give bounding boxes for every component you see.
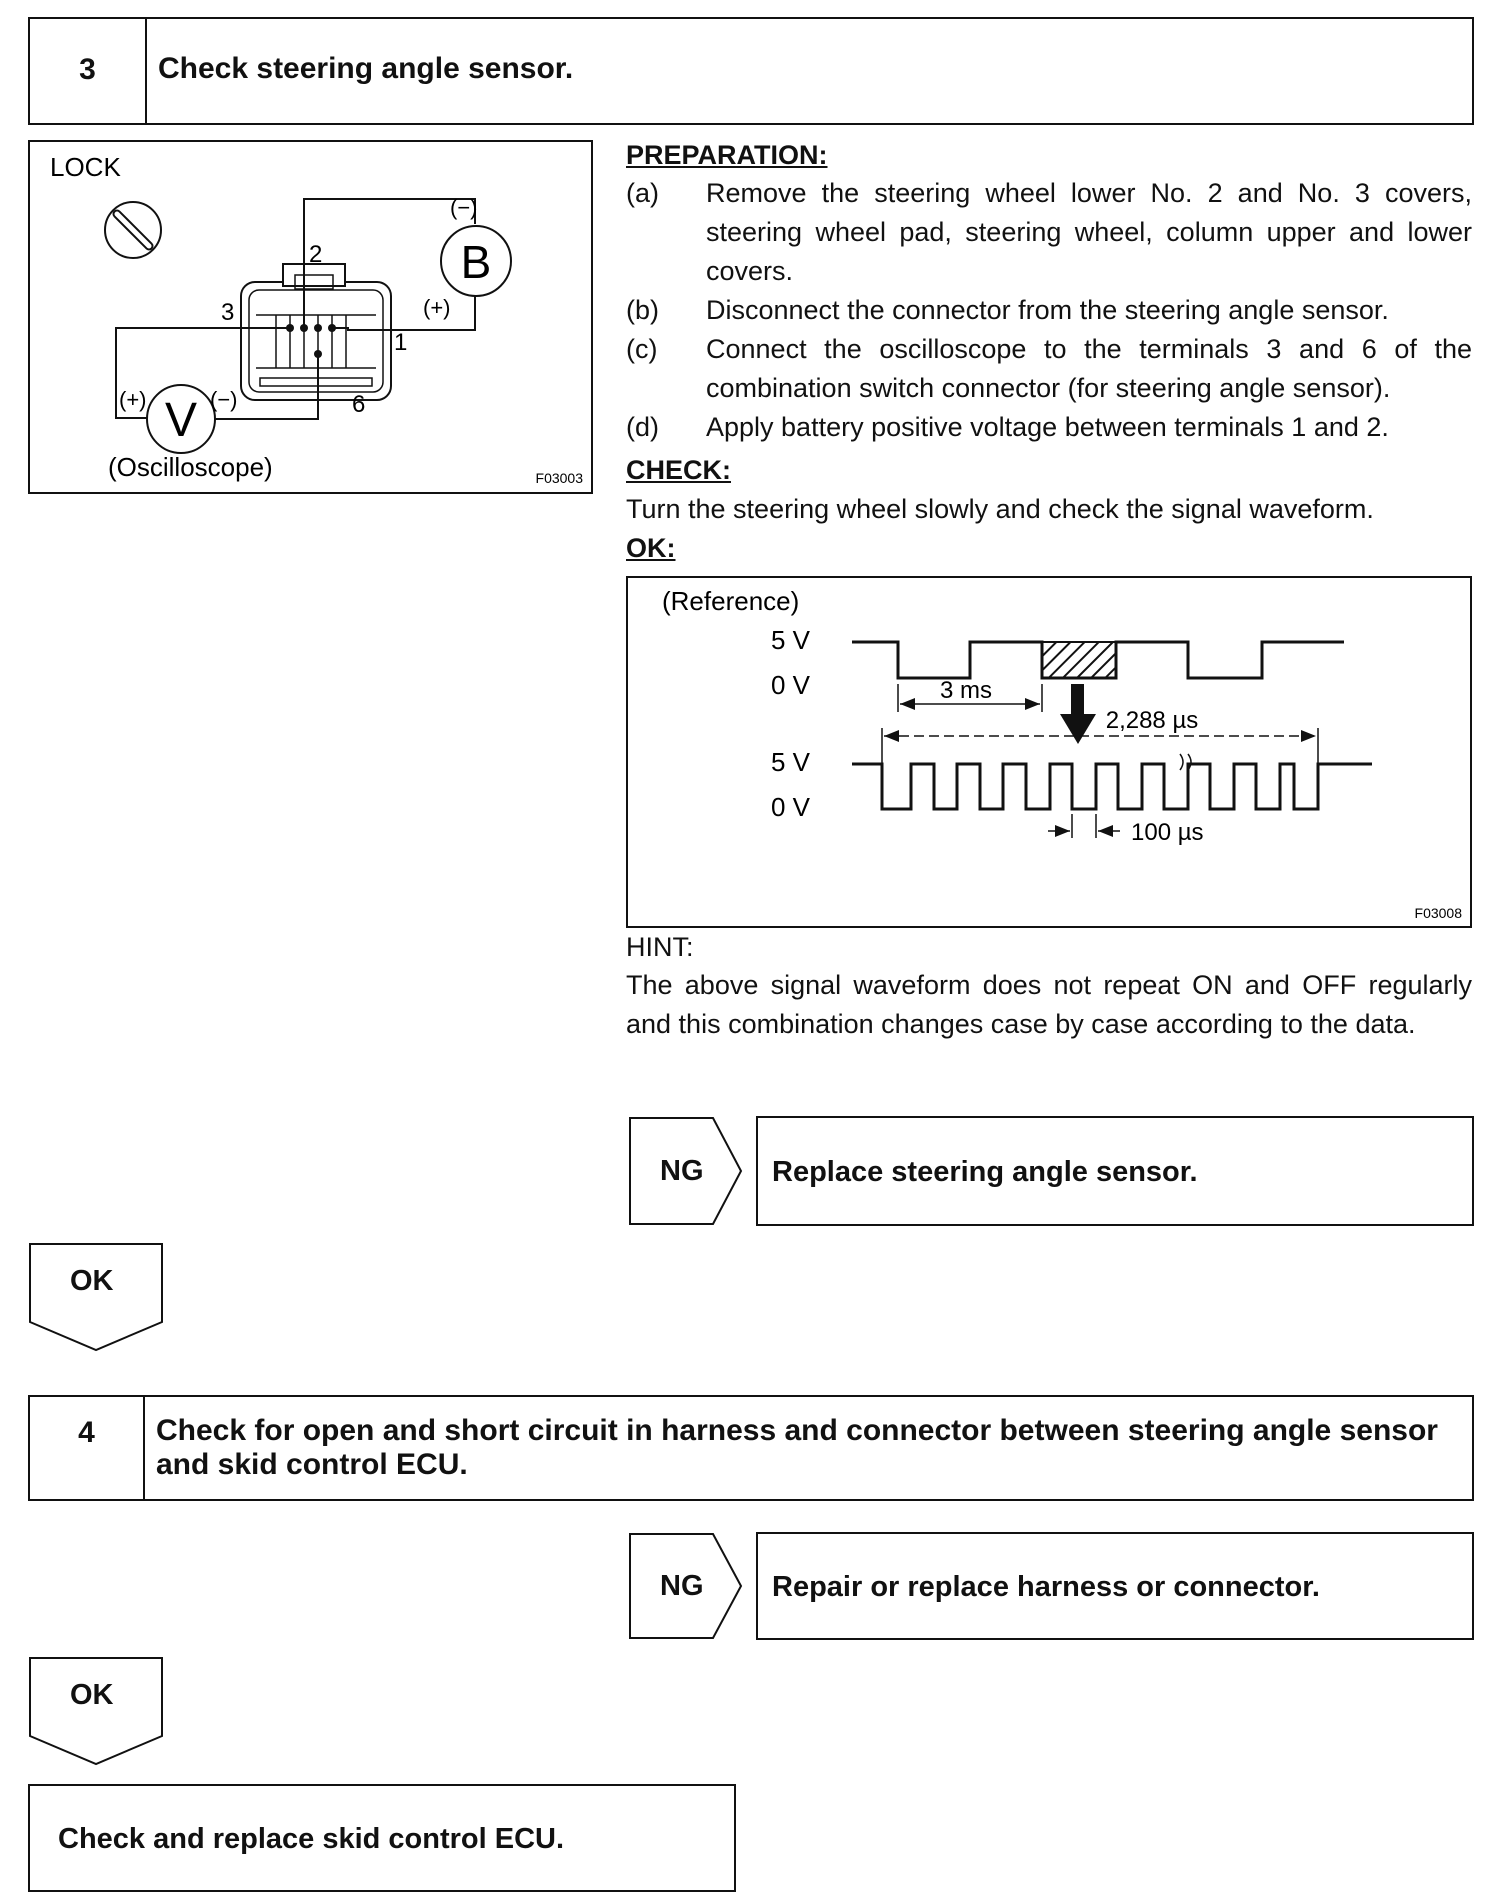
step3-number: 3 bbox=[79, 53, 96, 86]
battery-plus: (+) bbox=[423, 295, 451, 320]
step4-number: 4 bbox=[78, 1416, 95, 1449]
step3-header bbox=[28, 17, 1474, 125]
lock-label: LOCK bbox=[50, 152, 121, 182]
prep-item-label: (b) bbox=[626, 295, 659, 325]
figure-code: F03003 bbox=[535, 470, 583, 486]
prep-item-b bbox=[626, 291, 1472, 330]
ok-tag-shape bbox=[28, 1656, 166, 1768]
prep-item-text: Remove the steering wheel lower No. 2 and No. 3 covers, steering wheel pad, steering wheel, column upper and lower covers. bbox=[706, 178, 1472, 286]
ng-tag-1 bbox=[628, 1116, 744, 1226]
meter-minus: (−) bbox=[210, 387, 238, 412]
final-action-box bbox=[28, 1784, 736, 1892]
waveform-figure bbox=[626, 576, 1472, 928]
hint-text: The above signal waveform does not repeat ON and OFF regularly and this combination changes case by case according to the data. bbox=[626, 970, 1472, 1039]
ok-tag-2 bbox=[28, 1656, 166, 1768]
step4-title: Check for open and short circuit in harness and connector between steering angle sensor and skid control ECU. bbox=[156, 1414, 1438, 1481]
terminal-3: 3 bbox=[221, 299, 235, 326]
prep-item-label: (c) bbox=[626, 334, 658, 364]
terminal-6: 6 bbox=[352, 391, 366, 418]
pulse-label: 100 µs bbox=[1131, 819, 1204, 846]
figure-code: F03008 bbox=[1414, 905, 1462, 921]
ok-label: OK bbox=[70, 1679, 114, 1711]
terminal-2: 2 bbox=[309, 241, 323, 268]
oscilloscope-caption: (Oscilloscope) bbox=[108, 452, 273, 482]
battery-minus: (−) bbox=[450, 195, 478, 220]
step4-header bbox=[28, 1395, 1474, 1501]
step4-divider bbox=[143, 1397, 145, 1499]
ok-heading: OK: bbox=[626, 533, 676, 563]
ok-tag-1 bbox=[28, 1242, 166, 1354]
ng-label: NG bbox=[660, 1570, 704, 1602]
ng-action-text: Repair or replace harness or connector. bbox=[772, 1571, 1320, 1603]
meter-label: V bbox=[164, 394, 198, 447]
ng-action-box-2 bbox=[756, 1532, 1474, 1640]
step3-title: Check steering angle sensor. bbox=[158, 52, 574, 85]
burst-label: 2,288 µs bbox=[1105, 707, 1199, 734]
period-label: 3 ms bbox=[939, 677, 993, 704]
connector-diagram-svg bbox=[28, 140, 593, 494]
ng-action-text: Replace steering angle sensor. bbox=[772, 1156, 1198, 1188]
prep-item-text: Connect the oscilloscope to the terminals 3 and 6 of the combination switch connector (for steering angle sensor). bbox=[706, 334, 1472, 403]
top-5v-label: 5 V bbox=[771, 625, 811, 655]
connector-icon bbox=[241, 264, 391, 400]
top-0v-label: 0 V bbox=[771, 670, 811, 700]
prep-item-c bbox=[626, 330, 1472, 408]
meter-plus: (+) bbox=[119, 387, 147, 412]
battery-label: B bbox=[460, 236, 492, 288]
prep-item-text: Apply battery positive voltage between terminals 1 and 2. bbox=[706, 412, 1389, 442]
terminal-1: 1 bbox=[394, 329, 408, 356]
ng-label: NG bbox=[660, 1155, 704, 1187]
waveform-svg bbox=[626, 576, 1472, 928]
bottom-0v-label: 0 V bbox=[771, 792, 811, 822]
connector-diagram bbox=[28, 140, 593, 494]
ok-label: OK bbox=[70, 1265, 114, 1297]
reference-label: (Reference) bbox=[662, 586, 800, 616]
check-text: Turn the steering wheel slowly and check the signal waveform. bbox=[626, 494, 1374, 524]
hint-heading: HINT: bbox=[626, 932, 694, 962]
ng-tag-2 bbox=[628, 1532, 744, 1640]
hatched-frame bbox=[1042, 642, 1116, 678]
prep-item-label: (a) bbox=[626, 178, 659, 208]
prep-item-d bbox=[626, 408, 1472, 447]
prep-item-text: Disconnect the connector from the steering angle sensor. bbox=[706, 295, 1389, 325]
bottom-5v-label: 5 V bbox=[771, 747, 811, 777]
ok-tag-shape bbox=[28, 1242, 166, 1354]
preparation-list bbox=[626, 174, 1472, 447]
prep-item-label: (d) bbox=[626, 412, 659, 442]
step3-divider bbox=[145, 19, 147, 123]
check-heading: CHECK: bbox=[626, 455, 731, 485]
prep-item-a bbox=[626, 174, 1472, 291]
ng-action-box-1 bbox=[756, 1116, 1474, 1226]
final-action-text: Check and replace skid control ECU. bbox=[58, 1823, 565, 1855]
preparation-heading: PREPARATION: bbox=[626, 140, 828, 170]
